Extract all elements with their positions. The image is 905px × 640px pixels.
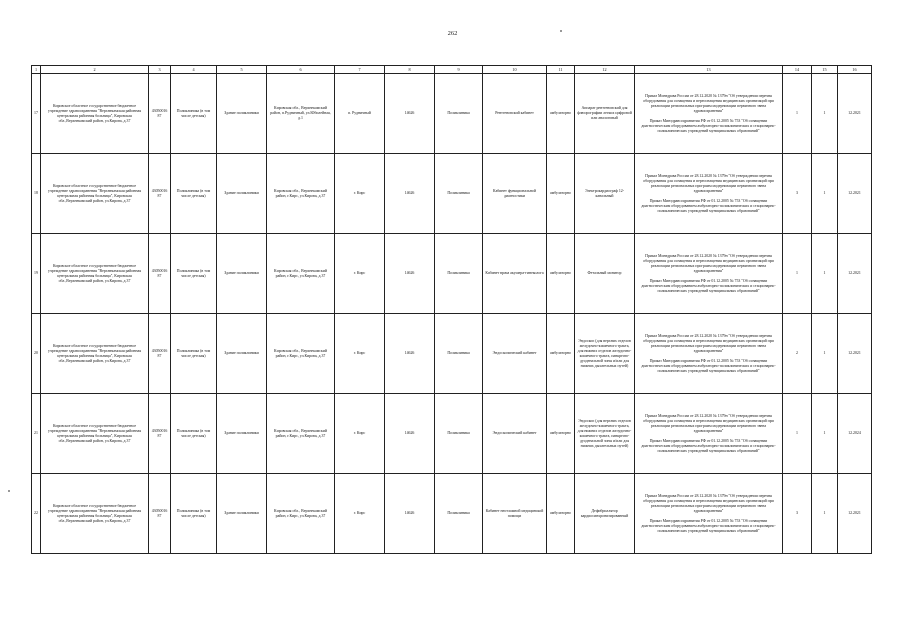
table-row: [32, 74, 872, 154]
care-type-cell: амбулаторно: [547, 154, 575, 234]
code-cell: 14626: [385, 314, 435, 394]
date-cell: 12.2021: [838, 154, 872, 234]
order-753-text: Приказ Минздравсоцразвития РФ от 01.12.2005 № 753 "Об оснащении диагностическим оборудованием амбулаторно-поликлинических и стационарно-поликлинических учреждений муниципальных образований": [641, 278, 776, 293]
order-753-text: Приказ Минздравсоцразвития РФ от 01.12.2005 № 753 "Об оснащении диагностическим оборудованием амбулаторно-поликлинических и стационарно-поликлинических учреждений муниципальных образований": [641, 518, 776, 533]
inn-cell: 4305001687: [149, 74, 171, 154]
address-cell: Кировская обл., Верхнекамский район, г.Кирс, ул.Кирова, д.37: [267, 234, 335, 314]
column-number-cell: 10: [483, 66, 547, 74]
column-number-row: [32, 66, 872, 74]
table-row: [32, 314, 872, 394]
row-number-cell: 20: [32, 314, 41, 394]
order-753-text: Приказ Минздравсоцразвития РФ от 01.12.2005 № 753 "Об оснащении диагностическим оборудованием амбулаторно-поликлинических и стационарно-поликлинических учреждений муниципальных образований": [641, 358, 776, 373]
table-row: [32, 394, 872, 474]
building-cell: Здание поликлиники: [217, 474, 267, 554]
row-number-cell: 22: [32, 474, 41, 554]
column-number-cell: 2: [41, 66, 149, 74]
scan-speck: [8, 490, 10, 492]
care-type-cell: амбулаторно: [547, 234, 575, 314]
column-number-cell: 11: [547, 66, 575, 74]
locality-cell: г. Кирс: [335, 234, 385, 314]
quantity-cell: 1: [783, 74, 812, 154]
address-cell: Кировская обл., Верхнекамский район, г.Кирс, ул.Кирова, д.37: [267, 314, 335, 394]
equipment-cell: Дефибриллятор кардиосинхронизированный: [575, 474, 635, 554]
room-cell: Кабинет неотложной медицинской помощи: [483, 474, 547, 554]
code-cell: 14626: [385, 474, 435, 554]
row-number-cell: 19: [32, 234, 41, 314]
care-type-cell: амбулаторно: [547, 474, 575, 554]
organization-cell: Кировское областное государственное бюджетное учреждение здравоохранения "Верхнекамская районная центральная районная больница", Кировская обл.,Верхнекамский район, ул.Кирова, д.37: [41, 74, 149, 154]
room-cell: Кабинет врача акушера-гинеколога: [483, 234, 547, 314]
basis-cell: [635, 234, 783, 314]
basis-cell: [635, 394, 783, 474]
unit-cell: Поликлиника: [435, 154, 483, 234]
count-cell: 1: [812, 474, 838, 554]
equipment-cell: Эндоскоп (для верхних отделов желудочно-кишечного тракта, для нижних отделов желудочно-кишечного тракта, панкреато-дуоденальной зоны и/или для нижних дыхательных путей): [575, 314, 635, 394]
building-cell: Здание поликлиники: [217, 74, 267, 154]
page-number: 262: [447, 30, 458, 37]
address-cell: Кировская обл., Верхнекамский район, п.Рудничный, ул.Юбилейная, д.1: [267, 74, 335, 154]
unit-cell: Поликлиника: [435, 234, 483, 314]
order-1379n-text: Приказ Минздрава России от 28.12.2020 № 1379н "Об утверждении перечня оборудования для оснащения и переоснащения медицинских организаций при реализации региональных программ модернизации первичного звена здравоохранения": [643, 493, 774, 513]
quantity-cell: 3: [783, 474, 812, 554]
scan-speck: [560, 30, 562, 32]
unit-cell: Поликлиника: [435, 394, 483, 474]
equipment-table: [31, 65, 872, 554]
equipment-cell: Эндоскоп (для верхних отделов желудочно-кишечного тракта, для нижних отделов желудочно-кишечного тракта, панкреато-дуоденальной зоны и/или для нижних дыхательных путей): [575, 394, 635, 474]
address-cell: Кировская обл., Верхнекамский район, г.Кирс, ул.Кирова, д.37: [267, 394, 335, 474]
order-753-text: Приказ Минздравсоцразвития РФ от 01.12.2005 № 753 "Об оснащении диагностическим оборудованием амбулаторно-поликлинических и стационарно-поликлинических учреждений муниципальных образований": [641, 438, 776, 453]
column-number-cell: 5: [217, 66, 267, 74]
organization-cell: Кировское областное государственное бюджетное учреждение здравоохранения "Верхнекамская районная центральная районная больница", Кировская обл.,Верхнекамский район, ул.Кирова, д.37: [41, 474, 149, 554]
column-number-cell: 3: [149, 66, 171, 74]
order-1379n-text: Приказ Минздрава России от 28.12.2020 № 1379н "Об утверждении перечня оборудования для оснащения и переоснащения медицинских организаций при реализации региональных программ модернизации первичного звена здравоохранения": [643, 253, 774, 273]
care-type-cell: амбулаторно: [547, 394, 575, 474]
equipment-cell: Аппарат рентгеновский для флюорографии легких цифровой или аналоговый: [575, 74, 635, 154]
division-cell: Поликлиника (в том числе детская): [171, 394, 217, 474]
inn-cell: 4305001687: [149, 394, 171, 474]
column-number-cell: 14: [783, 66, 812, 74]
inn-cell: 4305001687: [149, 154, 171, 234]
column-number-cell: 7: [335, 66, 385, 74]
column-number-cell: 9: [435, 66, 483, 74]
building-cell: Здание поликлиники: [217, 154, 267, 234]
unit-cell: Поликлиника: [435, 74, 483, 154]
row-number-cell: 18: [32, 154, 41, 234]
date-cell: 12.2021: [838, 234, 872, 314]
order-1379n-text: Приказ Минздрава России от 28.12.2020 № 1379н "Об утверждении перечня оборудования для оснащения и переоснащения медицинских организаций при реализации региональных программ модернизации первичного звена здравоохранения": [643, 413, 774, 433]
basis-cell: [635, 474, 783, 554]
code-cell: 14626: [385, 154, 435, 234]
date-cell: 12.2021: [838, 74, 872, 154]
order-753-text: Приказ Минздравсоцразвития РФ от 01.12.2005 № 753 "Об оснащении диагностическим оборудованием амбулаторно-поликлинических и стационарно-поликлинических учреждений муниципальных образований": [641, 198, 776, 213]
date-cell: 12.2024: [838, 394, 872, 474]
locality-cell: г. Кирс: [335, 394, 385, 474]
column-number-cell: 8: [385, 66, 435, 74]
column-number-cell: 13: [635, 66, 783, 74]
organization-cell: Кировское областное государственное бюджетное учреждение здравоохранения "Верхнекамская районная центральная районная больница", Кировская обл.,Верхнекамский район, ул.Кирова, д.37: [41, 394, 149, 474]
care-type-cell: амбулаторно: [547, 314, 575, 394]
date-cell: 12.2021: [838, 314, 872, 394]
room-cell: Эндоскопический кабинет: [483, 314, 547, 394]
date-cell: 12.2021: [838, 474, 872, 554]
column-number-cell: 12: [575, 66, 635, 74]
inn-cell: 4305001687: [149, 234, 171, 314]
inn-cell: 4305001687: [149, 474, 171, 554]
table-row: [32, 234, 872, 314]
division-cell: Поликлиника (в том числе детская): [171, 314, 217, 394]
locality-cell: п. Рудничный: [335, 74, 385, 154]
organization-cell: Кировское областное государственное бюджетное учреждение здравоохранения "Верхнекамская районная центральная районная больница", Кировская обл.,Верхнекамский район, ул.Кирова, д.37: [41, 234, 149, 314]
code-cell: 14626: [385, 234, 435, 314]
address-cell: Кировская обл., Верхнекамский район, г.Кирс, ул.Кирова, д.37: [267, 474, 335, 554]
basis-cell: [635, 154, 783, 234]
equipment-cell: Фетальный монитор: [575, 234, 635, 314]
quantity-cell: 1: [783, 394, 812, 474]
table-row: [32, 154, 872, 234]
column-number-cell: 16: [838, 66, 872, 74]
locality-cell: г. Кирс: [335, 154, 385, 234]
division-cell: Поликлиника (в том числе детская): [171, 234, 217, 314]
count-cell: 1: [812, 234, 838, 314]
room-cell: Эндоскопический кабинет: [483, 394, 547, 474]
count-cell: 1: [812, 154, 838, 234]
organization-cell: Кировское областное государственное бюджетное учреждение здравоохранения "Верхнекамская районная центральная районная больница", Кировская обл.,Верхнекамский район, ул.Кирова, д.37: [41, 314, 149, 394]
code-cell: 14626: [385, 394, 435, 474]
care-type-cell: амбулаторно: [547, 74, 575, 154]
quantity-cell: 2: [783, 314, 812, 394]
address-cell: Кировская обл., Верхнекамский район, г.Кирс, ул.Кирова, д.37: [267, 154, 335, 234]
count-cell: 1: [812, 394, 838, 474]
unit-cell: Поликлиника: [435, 314, 483, 394]
count-cell: 1: [812, 74, 838, 154]
locality-cell: г. Кирс: [335, 474, 385, 554]
row-number-cell: 21: [32, 394, 41, 474]
building-cell: Здание поликлиники: [217, 234, 267, 314]
order-1379n-text: Приказ Минздрава России от 28.12.2020 № 1379н "Об утверждении перечня оборудования для оснащения и переоснащения медицинских организаций при реализации региональных программ модернизации первичного звена здравоохранения": [643, 333, 774, 353]
column-number-cell: 4: [171, 66, 217, 74]
division-cell: Поликлиника (в том числе детская): [171, 74, 217, 154]
unit-cell: Поликлиника: [435, 474, 483, 554]
building-cell: Здание поликлиники: [217, 314, 267, 394]
order-1379n-text: Приказ Минздрава России от 28.12.2020 № 1379н "Об утверждении перечня оборудования для оснащения и переоснащения медицинских организаций при реализации региональных программ модернизации первичного звена здравоохранения": [643, 93, 774, 113]
table-row: [32, 474, 872, 554]
division-cell: Поликлиника (в том числе детская): [171, 154, 217, 234]
basis-cell: [635, 74, 783, 154]
room-cell: Кабинет функциональной диагностики: [483, 154, 547, 234]
building-cell: Здание поликлиники: [217, 394, 267, 474]
division-cell: Поликлиника (в том числе детская): [171, 474, 217, 554]
column-number-cell: 15: [812, 66, 838, 74]
order-1379n-text: Приказ Минздрава России от 28.12.2020 № 1379н "Об утверждении перечня оборудования для оснащения и переоснащения медицинских организаций при реализации региональных программ модернизации первичного звена здравоохранения": [643, 173, 774, 193]
basis-cell: [635, 314, 783, 394]
count-cell: 1: [812, 314, 838, 394]
quantity-cell: 3: [783, 154, 812, 234]
column-number-cell: 1: [32, 66, 41, 74]
column-number-cell: 6: [267, 66, 335, 74]
order-753-text: Приказ Минздравсоцразвития РФ от 01.12.2005 № 753 "Об оснащении диагностическим оборудованием амбулаторно-поликлинических и стационарно-поликлинических учреждений муниципальных образований": [641, 118, 776, 133]
equipment-cell: Электрокардиограф 12-канальный: [575, 154, 635, 234]
locality-cell: г. Кирс: [335, 314, 385, 394]
inn-cell: 4305001687: [149, 314, 171, 394]
code-cell: 14626: [385, 74, 435, 154]
row-number-cell: 17: [32, 74, 41, 154]
quantity-cell: 1: [783, 234, 812, 314]
organization-cell: Кировское областное государственное бюджетное учреждение здравоохранения "Верхнекамская районная центральная районная больница", Кировская обл.,Верхнекамский район, ул.Кирова, д.37: [41, 154, 149, 234]
room-cell: Рентгеновский кабинет: [483, 74, 547, 154]
